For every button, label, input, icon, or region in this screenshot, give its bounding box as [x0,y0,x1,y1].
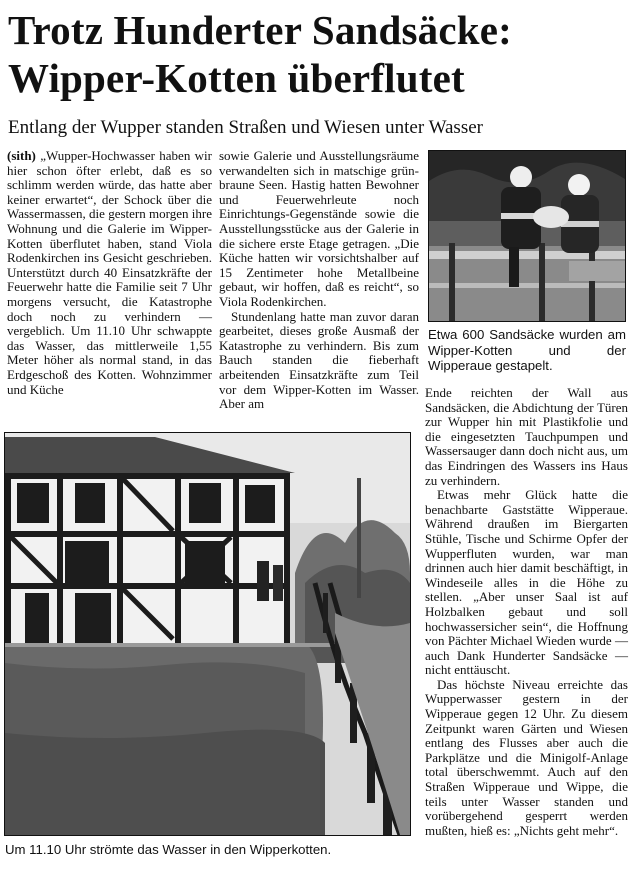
article-column-3 [425,386,628,838]
paragraph-4: Ende reichten der Wall aus Sandsäcken, die Abdichtung der Türen zur Wupper hin mit Plastikfolie und die eingesetzten Tauchpumpen und Wassersauger dann doch nicht aus, um das Eindringen des Wassers ins Haus zu verhindern. [425,385,628,488]
paragraph-5: Etwas mehr Glück hatte die benachbarte Gaststätte Wipperaue. Während draußen im Biergarten Stühle, Tische und Schirme Opfer der Wupperfluten wurden, war man drinnen auch hier damit beschäftigt, in Windeseile alles in die Höhe zu stellen. „Aber unser Saal ist auf Holzbalken gebaut und soll hochwassersicher sein“, die Hoffnung von Pächter Michael Wieden wurde — auch Dank Hunderter Sandsäcke — nicht enttäuscht. [425,487,628,678]
headline [8,6,628,102]
caption-flooded-kotten: Um 11.10 Uhr strömte das Wasser in den Wipperkotten. [5,842,332,857]
photo-flooded-kotten-image [5,433,410,835]
headline-line-2: Wipper-Kotten überflutet [8,55,465,101]
article-column-2 [219,149,419,412]
headline-line-1: Trotz Hunderter Sandsäcke: [8,7,513,53]
subheadline: Entlang der Wupper standen Straßen und Wiesen unter Wasser [8,117,483,138]
paragraph-1-text: „Wupper-Hochwasser haben wir hier schon öfter erlebt, daß es so schlimm werden würde, das hatte aber keiner erwartet“, der Schock über die Wassermassen, die gestern morgen ihre Wohnung und die Galerie im Wipper-Kotten überflutet haben, stand Viola Rodenkirchen ins Gesicht geschrieben. Unterstützt durch 40 Einsatzkräfte der Feuerwehr hatte die Familie seit 7 Uhr morgens versucht, die Katastrophe doch noch zu verhindern — vergeblich. Um 11.10 Uhr schwappte das Wasser, das mittlerweile 1,55 Meter höher als normal stand, in das Erdgeschoß des Kotten. Wohnzimmer und Küche [7,148,212,397]
author-tag: (sith) [7,148,36,163]
photo-flooded-kotten [4,432,411,836]
paragraph-1 [7,149,212,397]
paragraph-6: Das höchste Niveau erreichte das Wupperwasser gestern in der Wipperaue gegen 12 Uhr. Zu diesem Zeitpunkt waren Gärten und Wiesen entlang des Flusses aber auch die Parkplätze und die Minigolf-Anlage total überschwemmt. Auch auf den Straßen Wipperaue und Wippe, die teils unter Wasser standen und vorübergehend gesperrt werden mußten, hieß es: „Nichts geht mehr“. [425,676,628,838]
photo-sandbags-image [429,151,625,321]
article-column-1 [7,149,212,397]
paragraph-3: Stundenlang hatte man zuvor daran gearbeitet, dieses große Ausmaß der Katastrophe zu verhindern. Bis zum Bauch standen die fieberhaft arbeitenden Einsatzkräfte zum Teil vor dem Wipper-Kotten im Wasser. Aber am [219,308,419,412]
paragraph-2: sowie Galerie und Ausstellungsräume verwandelten sich in matschige grün-braune Seen. Hastig hatten Bewohner und Feuerwehrleute noch Einrichtungs-Gegenstände sowie die Ausstellungsstücke aus der Galerie in die sichere erste Etage getragen. „Die Küche hatten wir vorsichtshalber auf 15 Zentimeter hohe Metallbeine gebaut, wir hoffen, daß es reicht“, so Viola Rodenkirchen. [219,148,419,309]
caption-sandbags: Etwa 600 Sandsäcke wurden am Wipper-Kotten und der Wipperaue gestapelt. [428,327,626,374]
photo-sandbags [428,150,626,322]
